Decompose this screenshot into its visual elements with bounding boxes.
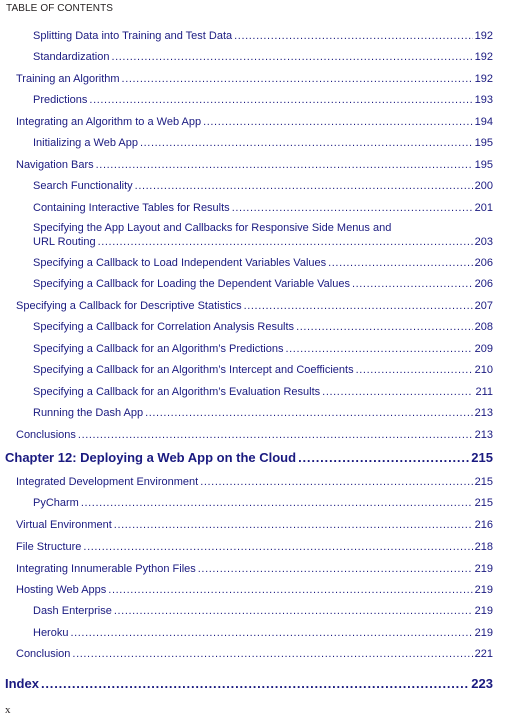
toc-entry-label: Integrated Development Environment: [16, 476, 199, 488]
toc-entry[interactable]: [33, 343, 493, 355]
toc-entry-page: 206: [474, 278, 493, 290]
toc-entry[interactable]: [33, 94, 493, 106]
toc-entry[interactable]: [33, 137, 493, 149]
dot-leader: [234, 30, 473, 42]
toc-entry[interactable]: [33, 605, 493, 617]
toc-entry-page: 192: [474, 51, 493, 63]
toc-entry-label: Specifying a Callback for Correlation Analysis Results: [33, 321, 295, 333]
dot-leader: [285, 343, 472, 355]
dot-leader: [145, 407, 473, 419]
toc-entry-label: File Structure: [16, 541, 82, 553]
toc-entry-label: Initializing a Web App: [33, 137, 138, 149]
toc-entry-page: 218: [474, 541, 493, 553]
toc-entry-label: Virtual Environment: [16, 519, 112, 531]
toc-entry[interactable]: [33, 364, 493, 376]
dot-leader: [108, 584, 472, 596]
toc-entry-page: 211: [475, 386, 493, 398]
dot-leader: [78, 429, 473, 441]
dot-leader: [70, 627, 472, 639]
dot-leader: [322, 386, 473, 398]
toc-index-entry[interactable]: [5, 676, 493, 691]
toc-entry-page: 192: [474, 30, 493, 42]
toc-entry[interactable]: [16, 73, 493, 85]
toc-entry[interactable]: [16, 429, 493, 441]
dot-leader: [198, 563, 473, 575]
page-number: x: [5, 704, 11, 716]
toc-entry-page: 195: [474, 159, 493, 171]
dot-leader: [356, 364, 473, 376]
toc-entry-page: 192: [474, 73, 493, 85]
toc-entry[interactable]: [33, 497, 493, 509]
toc-entry-page: 208: [474, 321, 493, 333]
dot-leader: [89, 94, 472, 106]
toc-entry[interactable]: [33, 321, 493, 333]
toc-entry-page: 193: [474, 94, 493, 106]
dot-leader: [328, 257, 473, 269]
toc-entry[interactable]: [33, 202, 493, 214]
toc-entry-label: Hosting Web Apps: [16, 584, 107, 596]
toc-entry-page: 219: [474, 627, 493, 639]
toc-entry-label: URL Routing: [33, 236, 96, 248]
toc-entry[interactable]: [16, 519, 493, 531]
toc-entry[interactable]: [16, 563, 493, 575]
toc-entry[interactable]: [16, 116, 493, 128]
toc-entry[interactable]: [33, 627, 493, 639]
toc-chapter-entry[interactable]: [5, 450, 493, 465]
toc-chapter-label: Index: [5, 676, 39, 691]
toc-chapter-label: Chapter 12: Deploying a Web App on the Cloud: [5, 450, 297, 465]
toc-entry[interactable]: [33, 278, 493, 290]
dot-leader: [244, 300, 473, 312]
toc-entry-page: 219: [474, 584, 493, 596]
toc-entry[interactable]: [16, 648, 493, 660]
toc-entry-page: 213: [474, 407, 493, 419]
toc-entry-page: 200: [474, 180, 493, 192]
toc-entry-page: 207: [474, 300, 493, 312]
toc-entry-label: Specifying a Callback for an Algorithm’s Predictions: [33, 343, 284, 355]
dot-leader: [140, 137, 473, 149]
toc-entry-page: 195: [474, 137, 493, 149]
toc-entry-label: Predictions: [33, 94, 88, 106]
toc-entry[interactable]: [33, 236, 493, 248]
dot-leader: [83, 541, 472, 553]
toc-entry[interactable]: [33, 407, 493, 419]
dot-leader: [203, 116, 473, 128]
toc-entry-label: Specifying a Callback for Descriptive Statistics: [16, 300, 242, 312]
toc-entry-label: Splitting Data into Training and Test Data: [33, 30, 233, 42]
toc-entry-page: 215: [474, 476, 493, 488]
toc-entry-label: Training an Algorithm: [16, 73, 120, 85]
dot-leader: [114, 605, 473, 617]
toc-entry-page: 203: [474, 236, 493, 248]
toc-entry-label: Standardization: [33, 51, 110, 63]
toc-entry-page: 213: [474, 429, 493, 441]
toc-entry-page: 215: [474, 497, 493, 509]
toc-entry[interactable]: [16, 584, 493, 596]
toc-entry-label: Heroku: [33, 627, 69, 639]
toc-entry-page: 206: [474, 257, 493, 269]
toc-entry[interactable]: [16, 300, 493, 312]
dot-leader: [200, 476, 472, 488]
toc-entry-label: Specifying a Callback for an Algorithm’s Intercept and Coefficients: [33, 364, 354, 376]
toc-entry-label: Dash Enterprise: [33, 605, 112, 617]
toc-entry-page: 219: [474, 605, 493, 617]
toc-entry-label: Conclusions: [16, 429, 76, 441]
toc-entry-label: Integrating Innumerable Python Files: [16, 563, 196, 575]
toc-entry-page: 219: [474, 563, 493, 575]
toc-entry-page: 209: [474, 343, 493, 355]
toc-entry[interactable]: [33, 257, 493, 269]
dot-leader: [298, 450, 469, 465]
dot-leader: [352, 278, 473, 290]
toc-entry[interactable]: [33, 180, 493, 192]
toc-entry-label: Running the Dash App: [33, 407, 144, 419]
toc-entry[interactable]: [33, 51, 493, 63]
toc-entry-label: Integrating an Algorithm to a Web App: [16, 116, 202, 128]
running-header: TABLE OF CONTENTS: [6, 3, 114, 14]
dot-leader: [111, 51, 472, 63]
dot-leader: [122, 73, 473, 85]
toc-entry-label: Specifying a Callback for Loading the Dependent Variable Values: [33, 278, 350, 290]
dot-leader: [114, 519, 473, 531]
toc-entry-page: 223: [471, 676, 493, 691]
toc-entry-page: 215: [471, 450, 493, 465]
toc-entry[interactable]: [33, 30, 493, 42]
toc-entry[interactable]: [16, 541, 493, 553]
toc-entry-label: Navigation Bars: [16, 159, 94, 171]
toc-entry[interactable]: [33, 386, 493, 398]
dot-leader: [98, 236, 473, 248]
toc-entry[interactable]: [16, 159, 493, 171]
toc-entry-page: 194: [474, 116, 493, 128]
toc-entry-label: Specifying a Callback to Load Independent Variables Values: [33, 257, 327, 269]
dot-leader: [96, 159, 473, 171]
toc-entry-label: PyCharm: [33, 497, 79, 509]
toc-entry-page: 201: [474, 202, 493, 214]
toc-entry-page: 210: [474, 364, 493, 376]
toc-entry-label: Specifying a Callback for an Algorithm’s Evaluation Results: [33, 386, 321, 398]
dot-leader: [41, 676, 469, 691]
dot-leader: [296, 321, 473, 333]
toc-entry-page: 221: [474, 648, 493, 660]
dot-leader: [72, 648, 472, 660]
dot-leader: [81, 497, 473, 509]
dot-leader: [135, 180, 473, 192]
toc-entry-label-line1[interactable]: Specifying the App Layout and Callbacks for Responsive Side Menus and: [33, 222, 392, 234]
toc-entry-label: Containing Interactive Tables for Results: [33, 202, 230, 214]
dot-leader: [232, 202, 473, 214]
toc-entry-label: Conclusion: [16, 648, 71, 660]
toc-entry-label: Search Functionality: [33, 180, 133, 192]
toc-entry[interactable]: [16, 476, 493, 488]
toc-entry-page: 216: [474, 519, 493, 531]
